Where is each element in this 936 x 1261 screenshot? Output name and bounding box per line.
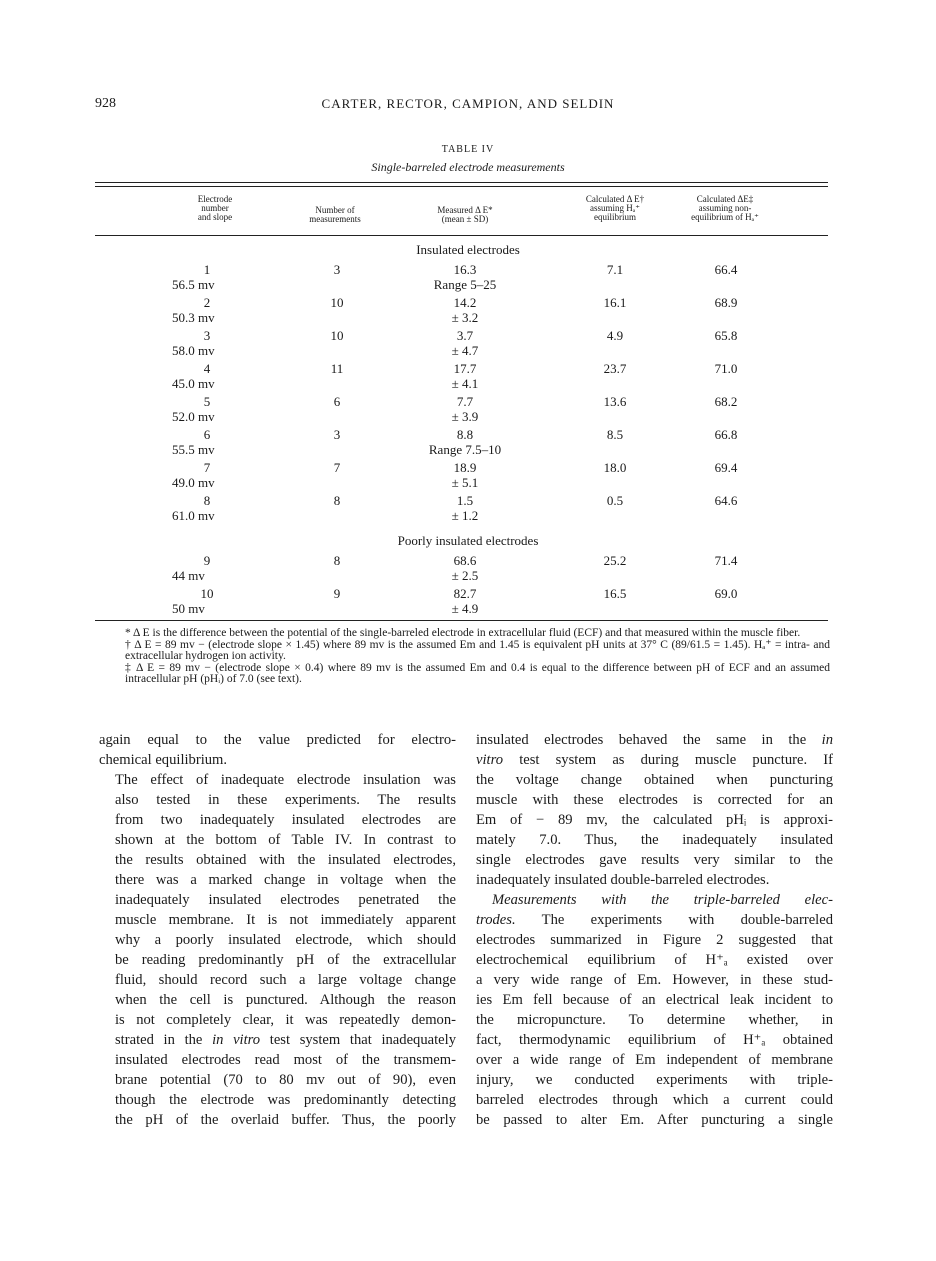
footnote-double-dagger: ‡ Δ E = 89 mv − (electrode slope × 0.4) where 89 mv is the assumed Em and 0.4 is equal to the difference between pH of ECF and an assumed intracellular pH (pHᵢ) of 7.0 (see text). xyxy=(125,661,830,685)
cell-calc-nonequilibrium: 64.6 xyxy=(714,493,738,508)
cell-number: 8 xyxy=(333,553,341,568)
section-heading-italic: Measurements with the triple-barreled elec- xyxy=(492,892,833,908)
table-row xyxy=(0,361,936,394)
cell-number: 10 xyxy=(330,295,344,310)
section-heading-poorly-insulated: Poorly insulated electrodes xyxy=(397,533,539,548)
cell-calc-equilibrium: 7.1 xyxy=(606,262,624,277)
cell-electrode: 3 58.0 mv xyxy=(172,328,215,358)
table-row xyxy=(0,328,936,361)
cell-calc-equilibrium: 0.5 xyxy=(606,493,624,508)
cell-number: 7 xyxy=(333,460,341,475)
cell-measured: 14.2 ± 3.2 xyxy=(451,295,479,325)
cell-electrode: 2 50.3 mv xyxy=(172,295,215,325)
body-column-right xyxy=(476,730,833,1130)
cell-number: 6 xyxy=(333,394,341,409)
cell-electrode: 4 45.0 mv xyxy=(172,361,215,391)
cell-measured: 68.6 ± 2.5 xyxy=(451,553,479,583)
cell-number: 11 xyxy=(330,361,344,376)
table-row xyxy=(0,586,936,619)
column-header-calculated-equilibrium: Calculated Δ E† assuming Hₐ⁺ equilibrium xyxy=(585,194,645,222)
paragraph: The effect of inadequate electrode insulation was also tested in these experiments. The results from two inadequately insulated electrodes are shown at the bottom of Table IV. In contrast to the results obtained with the insulated electrodes, there was a marked change in voltage when the inadequately insulated electrodes penetrated the muscle membrane. It is not immediately apparent why a poorly insulated electrode, which should be reading predominantly pH of the extracellular fluid, should record such a large voltage change when the cell is punctured. Although the reason is not completely clear, it was repeatedly demon- strated in the in vitro test system that inadequately insulated electrodes read most of the transmem- brane potential (70 to 80 mv out of 90), even though the electrode was predominantly detecting the pH of the overlaid buffer. Thus, the poorly xyxy=(99,770,456,1130)
cell-calc-nonequilibrium: 68.9 xyxy=(714,295,738,310)
cell-number: 9 xyxy=(333,586,341,601)
cell-calc-nonequilibrium: 71.4 xyxy=(714,553,738,568)
cell-calc-equilibrium: 4.9 xyxy=(606,328,624,343)
cell-electrode: 8 61.0 mv xyxy=(172,493,215,523)
cell-calc-nonequilibrium: 65.8 xyxy=(714,328,738,343)
table-top-rule xyxy=(95,182,828,183)
cell-electrode: 5 52.0 mv xyxy=(172,394,215,424)
cell-electrode: 7 49.0 mv xyxy=(172,460,215,490)
table-row xyxy=(0,262,936,295)
table-top-rule-inner xyxy=(95,186,828,187)
cell-measured: 3.7 ± 4.7 xyxy=(451,328,479,358)
paragraph: Measurements with the triple-barreled elec- trodes. The experiments with double-barreled electrodes summarized in Figure 2 suggested that electrochemical equilibrium of H⁺ₐ existed over a very wide range of Em. However, in these stud- ies Em fell because of an electrical leak incident to the micropuncture. To determine whether, in fact, thermodynamic equilibrium of H⁺ₐ obtained over a wide range of Em independent of membrane injury, we conducted experiments with triple- barreled electrodes through which a current could be passed to alter Em. After puncturing a single xyxy=(476,892,833,1128)
table-row xyxy=(0,493,936,526)
cell-measured: 8.8 Range 7.5–10 xyxy=(428,427,502,457)
cell-electrode: 6 55.5 mv xyxy=(172,427,215,457)
cell-measured: 7.7 ± 3.9 xyxy=(451,394,479,424)
cell-number: 8 xyxy=(333,493,341,508)
cell-calc-nonequilibrium: 68.2 xyxy=(714,394,738,409)
table-row xyxy=(0,295,936,328)
cell-calc-nonequilibrium: 71.0 xyxy=(714,361,738,376)
cell-number: 3 xyxy=(333,262,341,277)
table-row xyxy=(0,394,936,427)
section-heading-insulated: Insulated electrodes xyxy=(416,242,520,257)
cell-measured: 17.7 ± 4.1 xyxy=(451,361,479,391)
cell-electrode: 10 50 mv xyxy=(172,586,214,616)
footnote-dagger: † Δ E = 89 mv − (electrode slope × 1.45) where 89 mv is the assumed Em and 1.45 is equivalent pH units at 37° C (89/61.5 = 1.45). Hₐ⁺ = intra- and extracellular hydrogen ion activity. xyxy=(125,638,830,662)
column-header-measured: Measured Δ E* (mean ± SD) xyxy=(437,205,493,224)
table-footnotes xyxy=(97,628,830,686)
column-header-number: Number of measurements xyxy=(309,205,361,224)
cell-number: 10 xyxy=(330,328,344,343)
table-label: TABLE IV xyxy=(441,144,495,155)
table-header-rule xyxy=(95,235,828,236)
text-line: strated in the in vitro test system that inadequately xyxy=(115,1032,456,1048)
cell-calc-equilibrium: 18.0 xyxy=(603,460,627,475)
table-row xyxy=(0,427,936,460)
table-row xyxy=(0,553,936,586)
cell-calc-equilibrium: 16.1 xyxy=(603,295,627,310)
body-column-left xyxy=(99,730,456,1130)
footnote-star: * Δ E is the difference between the potential of the single-barreled electrode in extracellular fluid (ECF) and that measured within the muscle fiber. xyxy=(125,627,801,639)
cell-electrode: 9 44 mv xyxy=(172,553,211,583)
column-header-calculated-nonequilibrium: Calculated ΔE‡ assuming non- equilibrium of Hₐ⁺ xyxy=(691,194,759,222)
cell-measured: 16.3 Range 5–25 xyxy=(433,262,497,292)
cell-calc-equilibrium: 23.7 xyxy=(603,361,627,376)
paragraph: insulated electrodes behaved the same in the in vitro test system as during muscle puncture. If the voltage change obtained when puncturing muscle with these electrodes is corrected for an Em of − 89 mv, the calculated pHᵢ is approxi- mately 7.0. Thus, the inadequately insulated single electrodes gave results very similar to the inadequately insulated double-barreled electrodes. xyxy=(476,732,833,888)
cell-measured: 82.7 ± 4.9 xyxy=(451,586,479,616)
page-header xyxy=(0,96,936,116)
table-row xyxy=(0,460,936,493)
running-head: CARTER, RECTOR, CAMPION, AND SELDIN xyxy=(321,96,615,111)
cell-calc-nonequilibrium: 69.4 xyxy=(714,460,738,475)
cell-calc-equilibrium: 8.5 xyxy=(606,427,624,442)
table-bottom-rule xyxy=(95,620,828,621)
cell-calc-nonequilibrium: 69.0 xyxy=(714,586,738,601)
text-line: insulated electrodes behaved the same in the in xyxy=(476,732,833,748)
column-header-electrode: Electrode number and slope xyxy=(197,194,233,222)
text-line: vitro test system as during muscle puncture. If xyxy=(476,752,833,768)
cell-electrode: 1 56.5 mv xyxy=(172,262,215,292)
cell-calc-equilibrium: 13.6 xyxy=(603,394,627,409)
cell-measured: 18.9 ± 5.1 xyxy=(451,460,479,490)
text-line: trodes. The experiments with double-barreled xyxy=(476,912,833,928)
paragraph: again equal to the value predicted for electro- chemical equilibrium. xyxy=(99,732,456,768)
table-title: Single-barreled electrode measurements xyxy=(371,160,565,174)
cell-calc-nonequilibrium: 66.8 xyxy=(714,427,738,442)
cell-measured: 1.5 ± 1.2 xyxy=(451,493,479,523)
cell-calc-equilibrium: 25.2 xyxy=(603,553,627,568)
cell-calc-equilibrium: 16.5 xyxy=(603,586,627,601)
cell-number: 3 xyxy=(333,427,341,442)
cell-calc-nonequilibrium: 66.4 xyxy=(714,262,738,277)
page-number: 928 xyxy=(95,96,116,111)
